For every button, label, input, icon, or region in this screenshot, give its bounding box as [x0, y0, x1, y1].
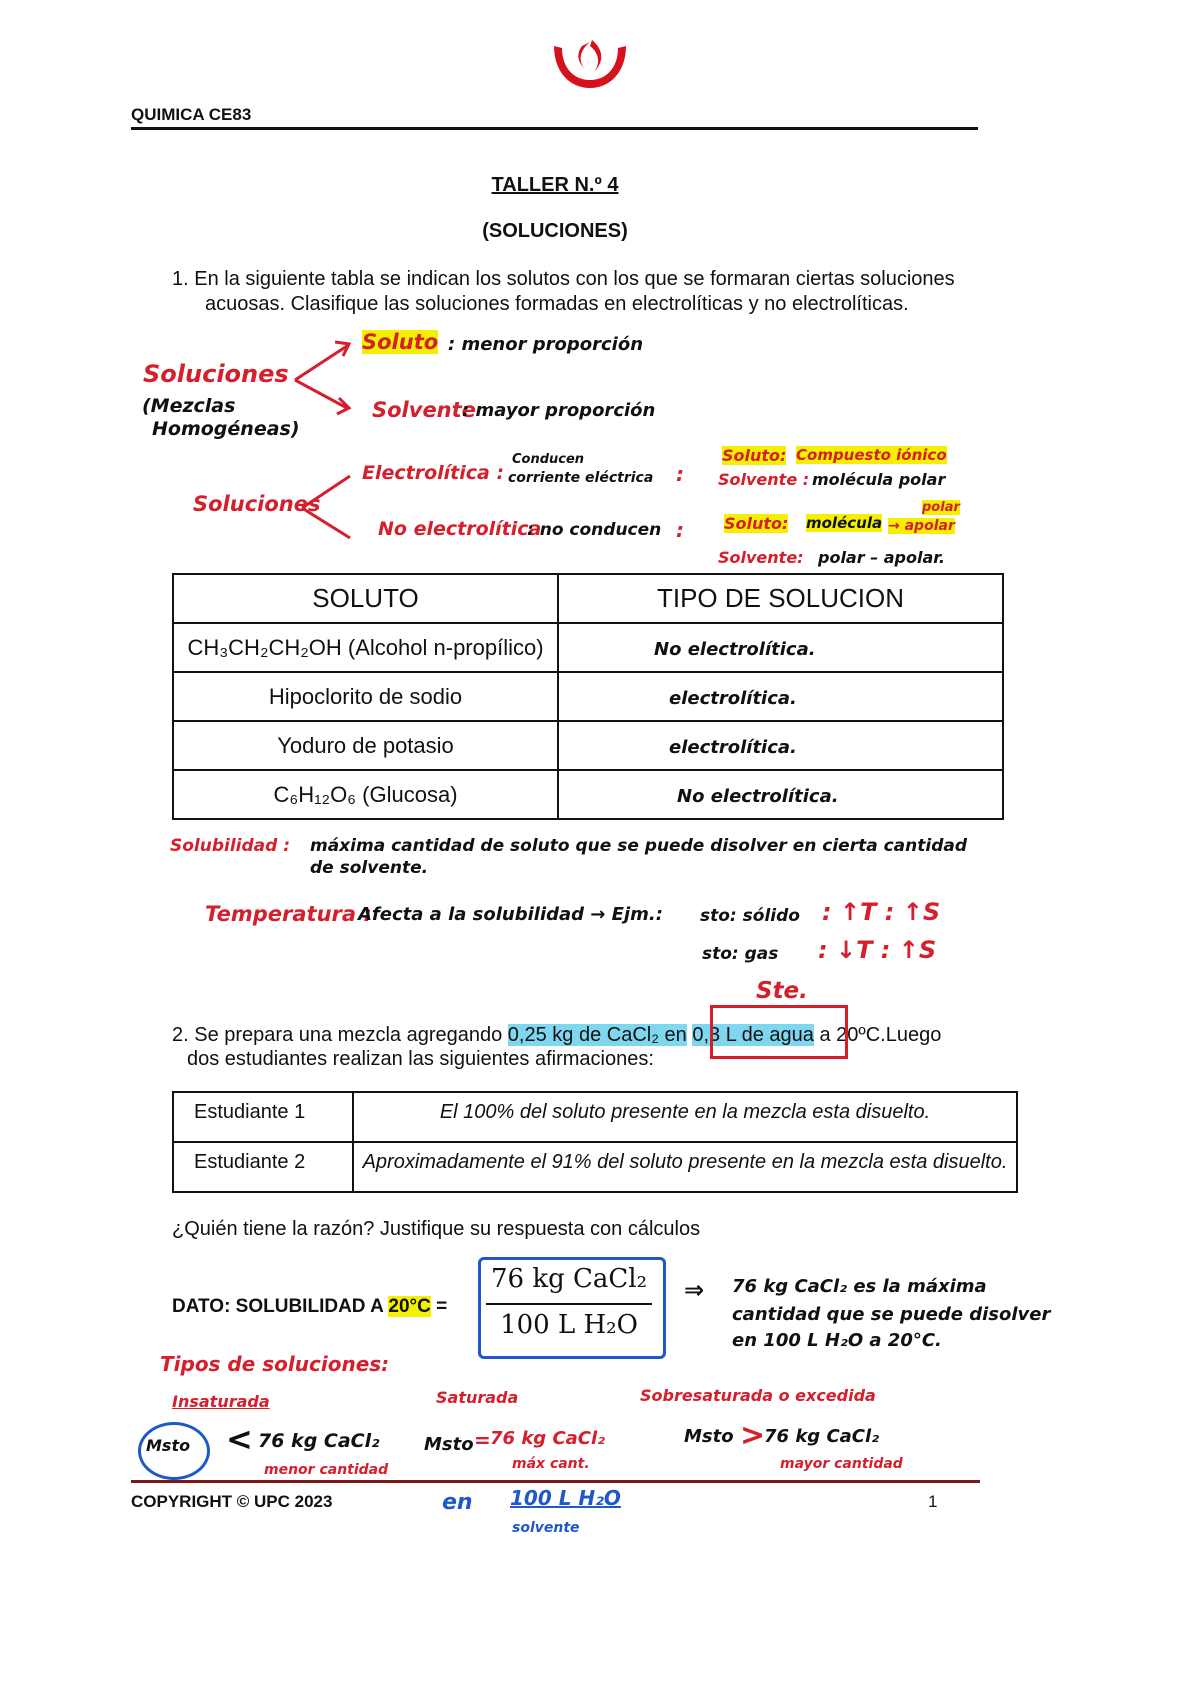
note-val1: 76 kg CaCl₂ — [258, 1430, 380, 1452]
cell-soluto: Hipoclorito de sodio — [173, 672, 558, 721]
note-msto-2: Msto — [424, 1434, 474, 1455]
cell-soluto: C₆H₁₂O₆ (Glucosa) — [173, 770, 558, 819]
note-soluciones: Soluciones — [143, 360, 289, 388]
footer-rule — [131, 1480, 980, 1483]
note-no-electrolitica: No electrolítica — [378, 518, 542, 540]
note-sto-gas: sto: gas — [702, 944, 779, 964]
upc-logo — [548, 38, 632, 92]
course-code: QUIMICA CE83 — [131, 105, 252, 124]
note-sto-solido: sto: sólido — [700, 906, 800, 926]
note-soluciones-2: Soluciones — [193, 492, 321, 516]
answer-tipo: electrolítica. — [669, 736, 797, 758]
cell-soluto: CH₃CH₂CH₂OH (Alcohol n-propílico) — [173, 623, 558, 672]
question-text: ¿Quién tiene la razón? Justifique su respuesta con cálculos — [172, 1218, 701, 1240]
answer-tipo: No electrolítica. — [654, 638, 816, 660]
note-temperatura: Temperatura : — [205, 902, 372, 926]
note-soluto-ne: Soluto: — [724, 514, 789, 533]
note-gt: > — [740, 1418, 766, 1453]
note-sol-def2: de solvente. — [310, 858, 429, 878]
note-mayor: mayor cantidad — [780, 1456, 903, 1472]
note-ste: Ste. — [756, 978, 808, 1004]
note-homogeneas: Homogéneas) — [152, 418, 300, 440]
note-solubilidad: Solubilidad : — [170, 836, 291, 856]
note-molecula-polar: molécula polar — [812, 470, 946, 489]
dato-temp: 20°C — [388, 1296, 431, 1317]
fraction-bar — [486, 1303, 652, 1305]
header-tipo: TIPO DE SOLUCION — [558, 574, 1003, 623]
header-rule — [131, 127, 978, 130]
note-msto-1: Msto — [146, 1436, 191, 1455]
note-electrolitica: Electrolítica : — [362, 462, 505, 484]
note-afecta: Afecta a la solubilidad → Ejm.: — [358, 904, 663, 925]
table-row — [173, 770, 1003, 819]
dato-eq: = — [430, 1296, 448, 1317]
branch-arrows-1 — [285, 330, 365, 430]
note-molecula: molécula — [806, 514, 883, 532]
note-msto-3: Msto — [684, 1426, 734, 1447]
note-solvente-def: : mayor proporción — [462, 400, 656, 421]
students-table — [172, 1091, 1018, 1193]
note-polar-apolar: polar – apolar. — [818, 548, 945, 567]
note-expl3: en 100 L H₂O a 20°C. — [732, 1330, 942, 1351]
note-saturada: Saturada — [436, 1388, 519, 1407]
cell-tipo — [558, 623, 1003, 672]
q2-suffix: a 20ºC.Luego — [813, 1024, 942, 1046]
note-sep-2: : — [676, 518, 684, 542]
table-row — [173, 1142, 1017, 1192]
note-expl1: 76 kg CaCl₂ es la máxima — [732, 1276, 987, 1297]
solutes-table — [172, 573, 1004, 820]
note-eq2: = — [474, 1428, 491, 1452]
dato-label: DATO: SOLUBILIDAD A — [172, 1296, 389, 1317]
note-menos: menor cantidad — [264, 1462, 389, 1478]
note-expl2: cantidad que se puede disolver — [732, 1304, 1051, 1325]
cell-tipo — [558, 672, 1003, 721]
note-mas: máx cant. — [512, 1456, 590, 1472]
branch-lines-2 — [298, 468, 358, 548]
note-val3: 76 kg CaCl₂ — [764, 1426, 880, 1447]
q2-highlight-mass: 0,25 kg de CaCl₂ en — [507, 1024, 687, 1046]
q2-line2: dos estudiantes realizan las siguientes afirmaciones: — [187, 1048, 654, 1070]
note-en: en — [442, 1490, 473, 1515]
note-corriente: corriente eléctrica — [508, 470, 654, 486]
cell-student: Estudiante 1 — [173, 1092, 353, 1142]
fraction-numerator: 76 kg CaCl₂ — [490, 1264, 648, 1294]
answer-tipo: No electrolítica. — [677, 785, 839, 807]
note-mezclas: (Mezclas — [142, 395, 236, 417]
note-arrow: ⇒ — [684, 1276, 705, 1304]
note-val2: 76 kg CaCl₂ — [490, 1428, 606, 1449]
note-solvente-e: Solvente : — [718, 470, 810, 489]
note-tipos: Tipos de soluciones: — [160, 1352, 390, 1376]
note-sol-def1: máxima cantidad de soluto que se puede disolver en cierta cantidad — [310, 836, 968, 856]
table-row — [173, 623, 1003, 672]
note-sto-solido-eff: : ↑T : ↑S — [822, 898, 941, 926]
dato-line — [172, 1296, 447, 1318]
note-sep-1: : — [676, 462, 684, 486]
footer-copyright: COPYRIGHT © UPC 2023 — [131, 1492, 333, 1511]
note-comp-ionico: Compuesto iónico — [796, 446, 947, 464]
note-polar: polar — [922, 500, 960, 515]
table-header-row — [173, 574, 1003, 623]
note-sto-gas-eff: : ↓T : ↑S — [818, 936, 937, 964]
page-title: TALLER N.º 4 — [491, 174, 619, 196]
header-soluto: SOLUTO — [173, 574, 558, 623]
note-solvente-ne: Solvente: — [718, 548, 804, 567]
logo-icon — [548, 38, 632, 92]
answer-tipo: electrolítica. — [669, 687, 797, 709]
page-subtitle: (SOLUCIONES) — [482, 220, 628, 242]
note-soluto-def: : menor proporción — [448, 334, 644, 355]
note-sobresaturada: Sobresaturada o excedida — [640, 1386, 876, 1405]
note-solvente: Solvente — [372, 398, 476, 422]
note-no-conducen: : no conducen — [527, 520, 662, 540]
q1-line2: acuosas. Clasifique las soluciones formadas en electrolíticas y no electrolíticas. — [205, 293, 909, 315]
note-soluto-e: Soluto: — [722, 446, 787, 465]
note-soluto: Soluto — [362, 330, 439, 354]
note-insaturada: Insaturada — [172, 1392, 270, 1411]
q2-highlight-volume: 0,3 L de agua — [692, 1024, 814, 1046]
q2-box-mark — [710, 1005, 848, 1059]
note-apolar: → apolar — [888, 518, 955, 534]
note-solvente-footer: solvente — [512, 1520, 580, 1536]
cell-tipo — [558, 770, 1003, 819]
page-number: 1 — [928, 1492, 938, 1511]
cell-claim: El 100% del soluto presente en la mezcla esta disuelto. — [353, 1092, 1017, 1142]
table-row — [173, 672, 1003, 721]
table-row — [173, 1092, 1017, 1142]
cell-student: Estudiante 2 — [173, 1142, 353, 1192]
note-conducen: Conducen — [512, 452, 585, 467]
cell-claim: Aproximadamente el 91% del soluto presente en la mezcla esta disuelto. — [353, 1142, 1017, 1192]
q2-prefix: 2. Se prepara una mezcla agregando — [172, 1024, 508, 1046]
fraction-denominator: 100 L H₂O — [500, 1310, 638, 1340]
q1-line1: 1. En la siguiente tabla se indican los solutos con los que se formaran ciertas soluciones — [172, 268, 955, 290]
cell-tipo — [558, 721, 1003, 770]
table-row — [173, 721, 1003, 770]
note-cien: 100 L H₂O — [510, 1486, 621, 1510]
cell-soluto: Yoduro de potasio — [173, 721, 558, 770]
note-lt: < — [226, 1420, 253, 1458]
